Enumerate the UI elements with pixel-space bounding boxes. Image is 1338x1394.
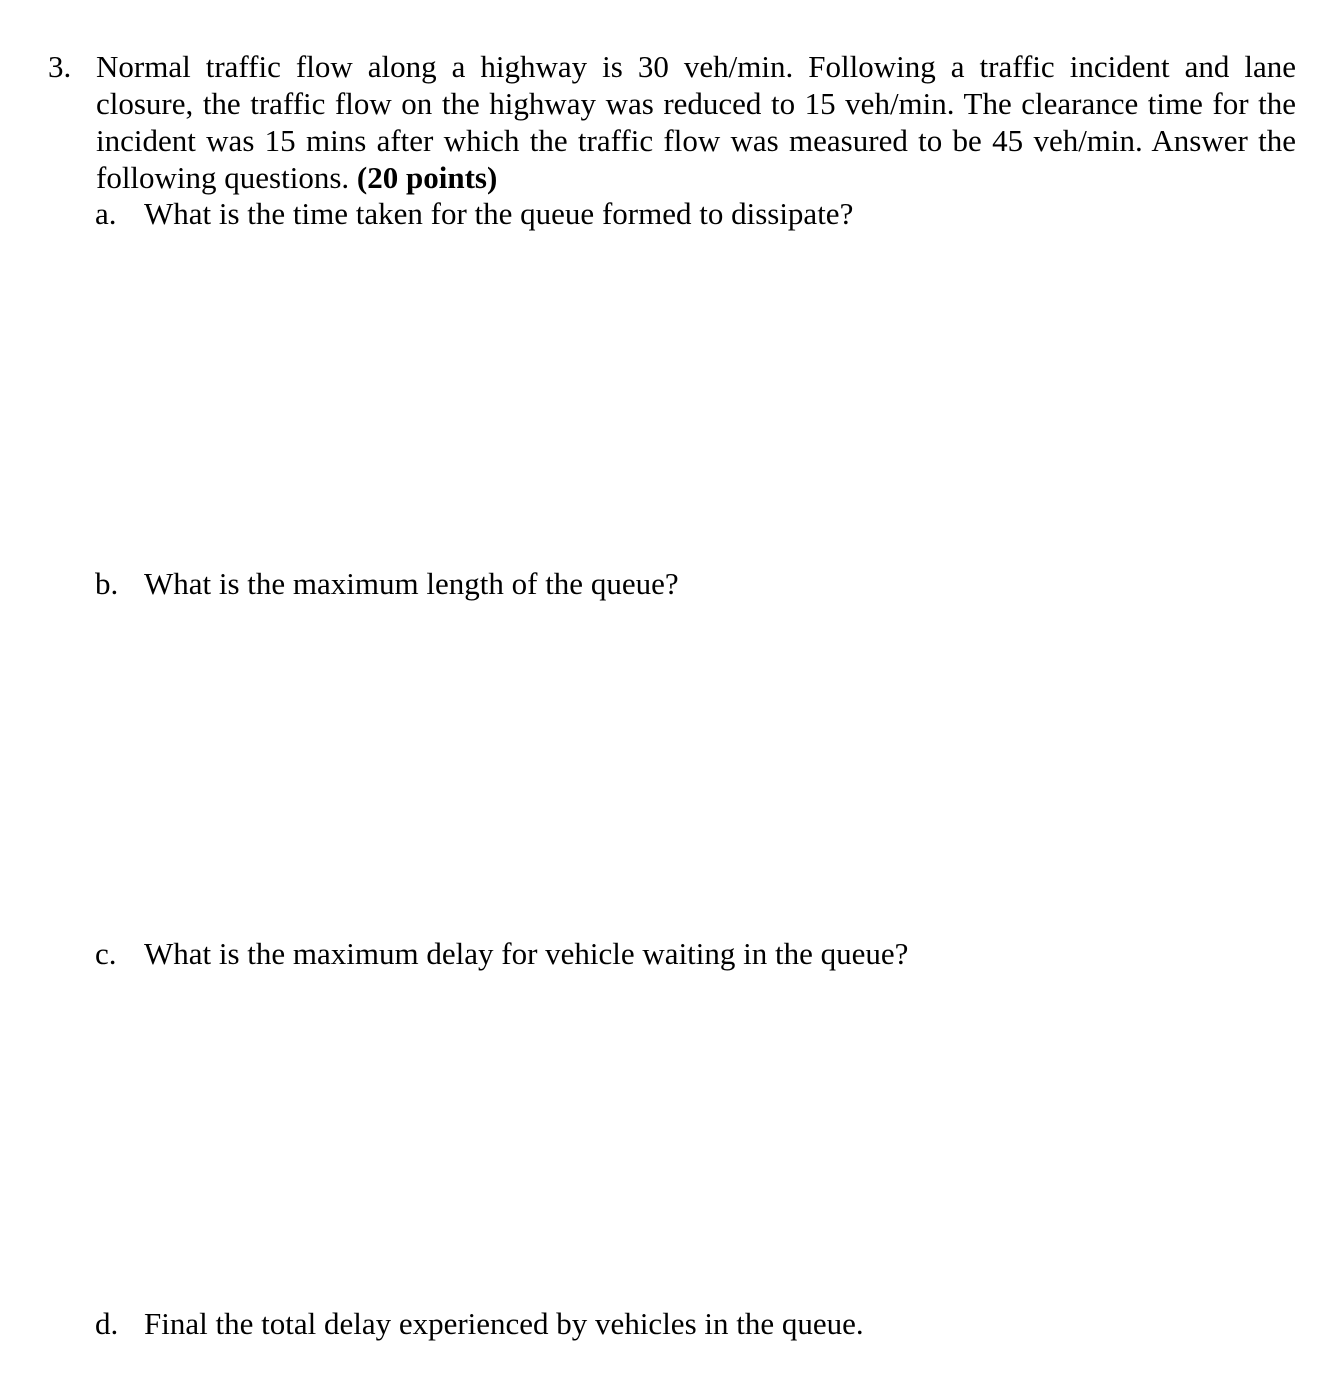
subquestion-text: What is the time taken for the queue formed to dissipate? bbox=[144, 196, 854, 231]
subquestion-a bbox=[95, 195, 1245, 232]
subquestion-label: c. bbox=[95, 936, 117, 971]
subquestion-text: What is the maximum length of the queue? bbox=[144, 566, 679, 601]
subquestion-d bbox=[95, 1305, 1245, 1342]
subquestion-b bbox=[95, 565, 1245, 602]
subquestion-label: d. bbox=[95, 1306, 119, 1341]
subquestion-label: b. bbox=[95, 566, 119, 601]
question-text: Normal traffic flow along a highway is 30 veh/min. Following a traffic incident and lane closure, the traffic flow on the highway was reduced to 15 veh/min. The clearance time for the incident was 15 mins after which the traffic flow was measured to be 45 veh/min. Answer the following questions. bbox=[96, 49, 1296, 195]
question-body bbox=[96, 48, 1296, 196]
subquestion-label: a. bbox=[95, 196, 117, 231]
subquestion-text: What is the maximum delay for vehicle waiting in the queue? bbox=[144, 936, 909, 971]
question-number: 3. bbox=[48, 49, 72, 84]
subquestion-text: Final the total delay experienced by vehicles in the queue. bbox=[144, 1306, 864, 1341]
question-3 bbox=[48, 48, 1296, 196]
subquestion-c bbox=[95, 935, 1245, 972]
question-points: (20 points) bbox=[356, 160, 498, 195]
